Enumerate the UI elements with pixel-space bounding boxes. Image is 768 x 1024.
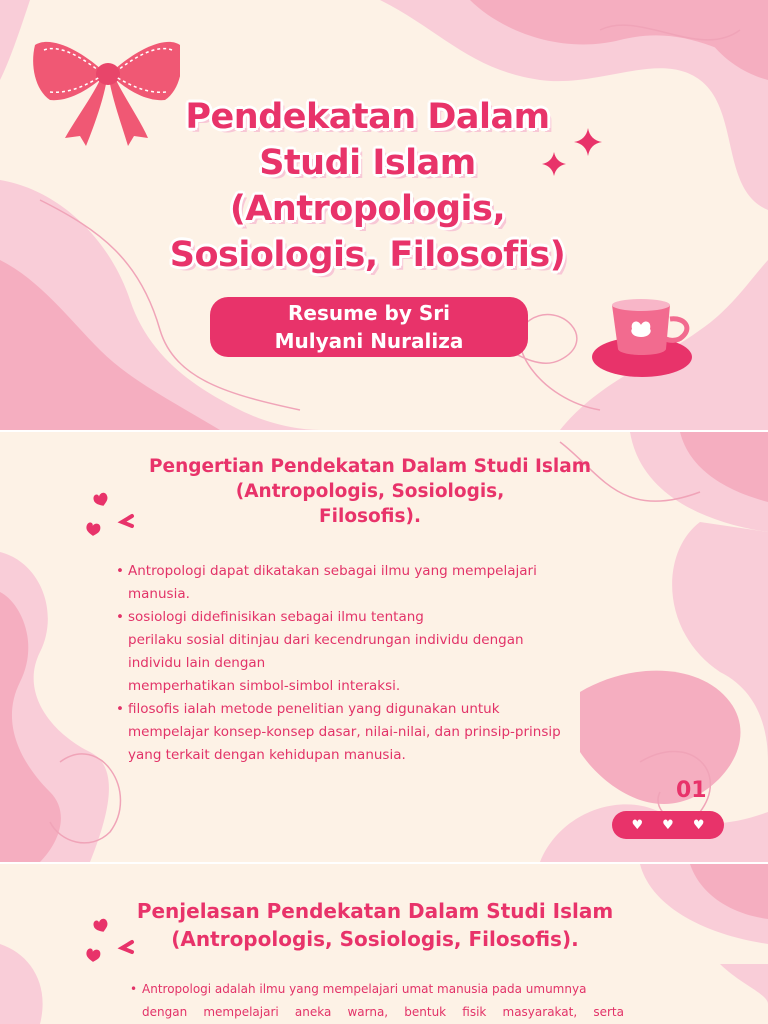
hearts-pill [612,811,724,839]
title-line: Sosiologis, Filosofis) [169,235,566,275]
heart-icon: ♥ [692,817,705,833]
explanation-list [130,978,624,1024]
explanation-heading [105,897,645,953]
author-line: Resume by Sri [288,301,450,325]
word: fisik [462,1005,487,1019]
word: mempelajari [203,1005,279,1019]
list-item-line: • filosofis ialah metode penelitian yang digunakan untuk [128,701,500,717]
list-item [116,606,626,698]
list-item-line: • Antropologi dapat dikatakan sebagai ilmu yang mempelajari [128,563,537,579]
word: masyarakat, [502,1005,578,1019]
list-item-line: mempelajar konsep-konsep dasar, nilai-nilai, dan prinsip-prinsip [128,724,561,740]
title-line: Pendekatan Dalam [185,97,550,137]
list-item [116,698,626,767]
teacup-icon [590,295,700,385]
definition-list [116,560,626,767]
list-item [130,978,624,1024]
word: dengan [142,1005,188,1019]
title-line: (Antropologis, [229,189,506,229]
heading-line: (Antropologis, Sosiologis, Filosofis). [171,927,579,951]
word: bentuk [404,1005,447,1019]
heart-icon: ♥ [662,817,674,833]
definition-heading [110,454,630,529]
list-item-line: • sosiologi didefinisikan sebagai ilmu tentang [128,609,424,625]
list-item-line: individu lain dengan [128,655,266,671]
list-item [116,560,626,606]
author-line: Mulyani Nuraliza [274,329,464,353]
word: warna, [347,1005,389,1019]
word: serta [593,1005,624,1019]
presentation-title [95,94,640,278]
heading-line: Pengertian Pendekatan Dalam Studi Islam [148,456,591,477]
list-item-line: perilaku sosial ditinjau dari kecendrungan individu dengan [128,632,524,648]
list-item-line: yang terkait dengan kehidupan manusia. [128,747,406,763]
heading-line: (Antropologis, Sosiologis, [235,481,505,502]
title-line: Studi Islam [259,143,476,183]
heading-line: Penjelasan Pendekatan Dalam Studi Islam [136,899,614,923]
list-item-line: • Antropologi adalah ilmu yang mempelajari umat manusia pada umumnya [142,982,587,996]
word: aneka [294,1005,332,1019]
slide-number: 01 [676,778,707,803]
list-item-line [142,1001,624,1024]
author-banner [210,297,528,357]
title-slide [0,0,768,430]
list-item-line: manusia. [128,586,190,602]
heart-icon: ♥ [631,817,644,833]
heading-line: Filosofis). [319,506,421,527]
list-item-line: memperhatikan simbol-simbol interaksi. [128,678,401,694]
